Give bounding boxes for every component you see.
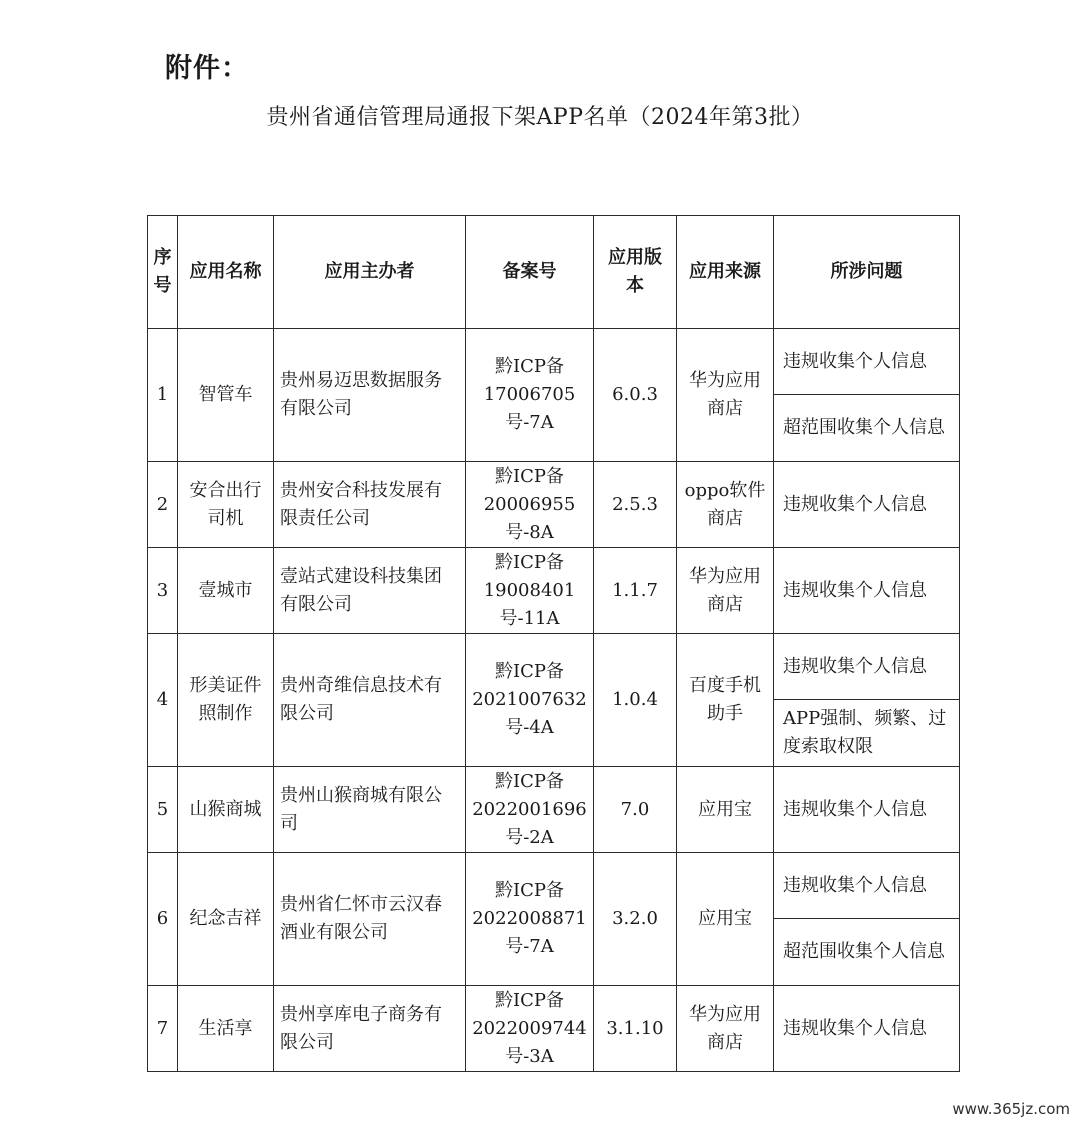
issue: 违规收集个人信息 [774,329,960,395]
record-number: 黔ICP备20006955号-8A [466,462,594,548]
app-version: 1.1.7 [594,548,677,634]
issue: APP强制、频繁、过度索取权限 [774,700,960,767]
app-name: 山猴商城 [178,767,274,853]
table-row [148,634,960,700]
app-name: 安合出行司机 [178,462,274,548]
issue: 超范围收集个人信息 [774,395,960,462]
table-row [148,329,960,395]
record-number: 黔ICP备2022009744号-3A [466,986,594,1072]
record-number: 黔ICP备2022008871号-7A [466,853,594,986]
app-version: 3.2.0 [594,853,677,986]
document-title: 贵州省通信管理局通报下架APP名单（2024年第3批） [266,105,814,130]
col-header-source: 应用来源 [677,216,774,329]
issue: 违规收集个人信息 [774,986,960,1072]
issue: 违规收集个人信息 [774,548,960,634]
app-version: 6.0.3 [594,329,677,462]
app-version: 2.5.3 [594,462,677,548]
record-number: 黔ICP备2021007632号-4A [466,634,594,767]
issue: 违规收集个人信息 [774,462,960,548]
table-row [148,986,960,1072]
issue: 违规收集个人信息 [774,634,960,700]
record-number: 黔ICP备2022001696号-2A [466,767,594,853]
app-owner: 贵州安合科技发展有限责任公司 [274,462,466,548]
row-no: 7 [148,986,178,1072]
col-header-issues: 所涉问题 [774,216,960,329]
app-source: 百度手机助手 [677,634,774,767]
app-owner: 贵州省仁怀市云汉春酒业有限公司 [274,853,466,986]
app-owner: 贵州享库电子商务有限公司 [274,986,466,1072]
app-owner: 贵州奇维信息技术有限公司 [274,634,466,767]
app-source: 应用宝 [677,767,774,853]
issue: 违规收集个人信息 [774,767,960,853]
app-delisting-table [147,215,960,1072]
app-name: 纪念吉祥 [178,853,274,986]
table-row [148,548,960,634]
row-no: 3 [148,548,178,634]
app-name: 生活享 [178,986,274,1072]
app-name: 壹城市 [178,548,274,634]
col-header-no: 序号 [148,216,178,329]
table-row [148,462,960,548]
row-no: 5 [148,767,178,853]
table-row [148,767,960,853]
issue: 超范围收集个人信息 [774,919,960,986]
app-source: 华为应用商店 [677,329,774,462]
app-owner: 壹站式建设科技集团有限公司 [274,548,466,634]
app-source: 华为应用商店 [677,548,774,634]
col-header-version: 应用版本 [594,216,677,329]
app-name: 形美证件照制作 [178,634,274,767]
row-no: 1 [148,329,178,462]
row-no: 2 [148,462,178,548]
app-version: 3.1.10 [594,986,677,1072]
row-no: 4 [148,634,178,767]
app-source: 应用宝 [677,853,774,986]
app-source: oppo软件商店 [677,462,774,548]
app-version: 1.0.4 [594,634,677,767]
col-header-owner: 应用主办者 [274,216,466,329]
col-header-name: 应用名称 [178,216,274,329]
app-source: 华为应用商店 [677,986,774,1072]
table-header-row [148,216,960,329]
app-name: 智管车 [178,329,274,462]
app-version: 7.0 [594,767,677,853]
app-owner: 贵州易迈思数据服务有限公司 [274,329,466,462]
col-header-record: 备案号 [466,216,594,329]
record-number: 黔ICP备17006705号-7A [466,329,594,462]
row-no: 6 [148,853,178,986]
app-owner: 贵州山猴商城有限公司 [274,767,466,853]
table-row [148,853,960,919]
watermark: www.365jz.com [952,1100,1070,1118]
attachment-label: 附件： [165,53,249,84]
issue: 违规收集个人信息 [774,853,960,919]
record-number: 黔ICP备19008401号-11A [466,548,594,634]
